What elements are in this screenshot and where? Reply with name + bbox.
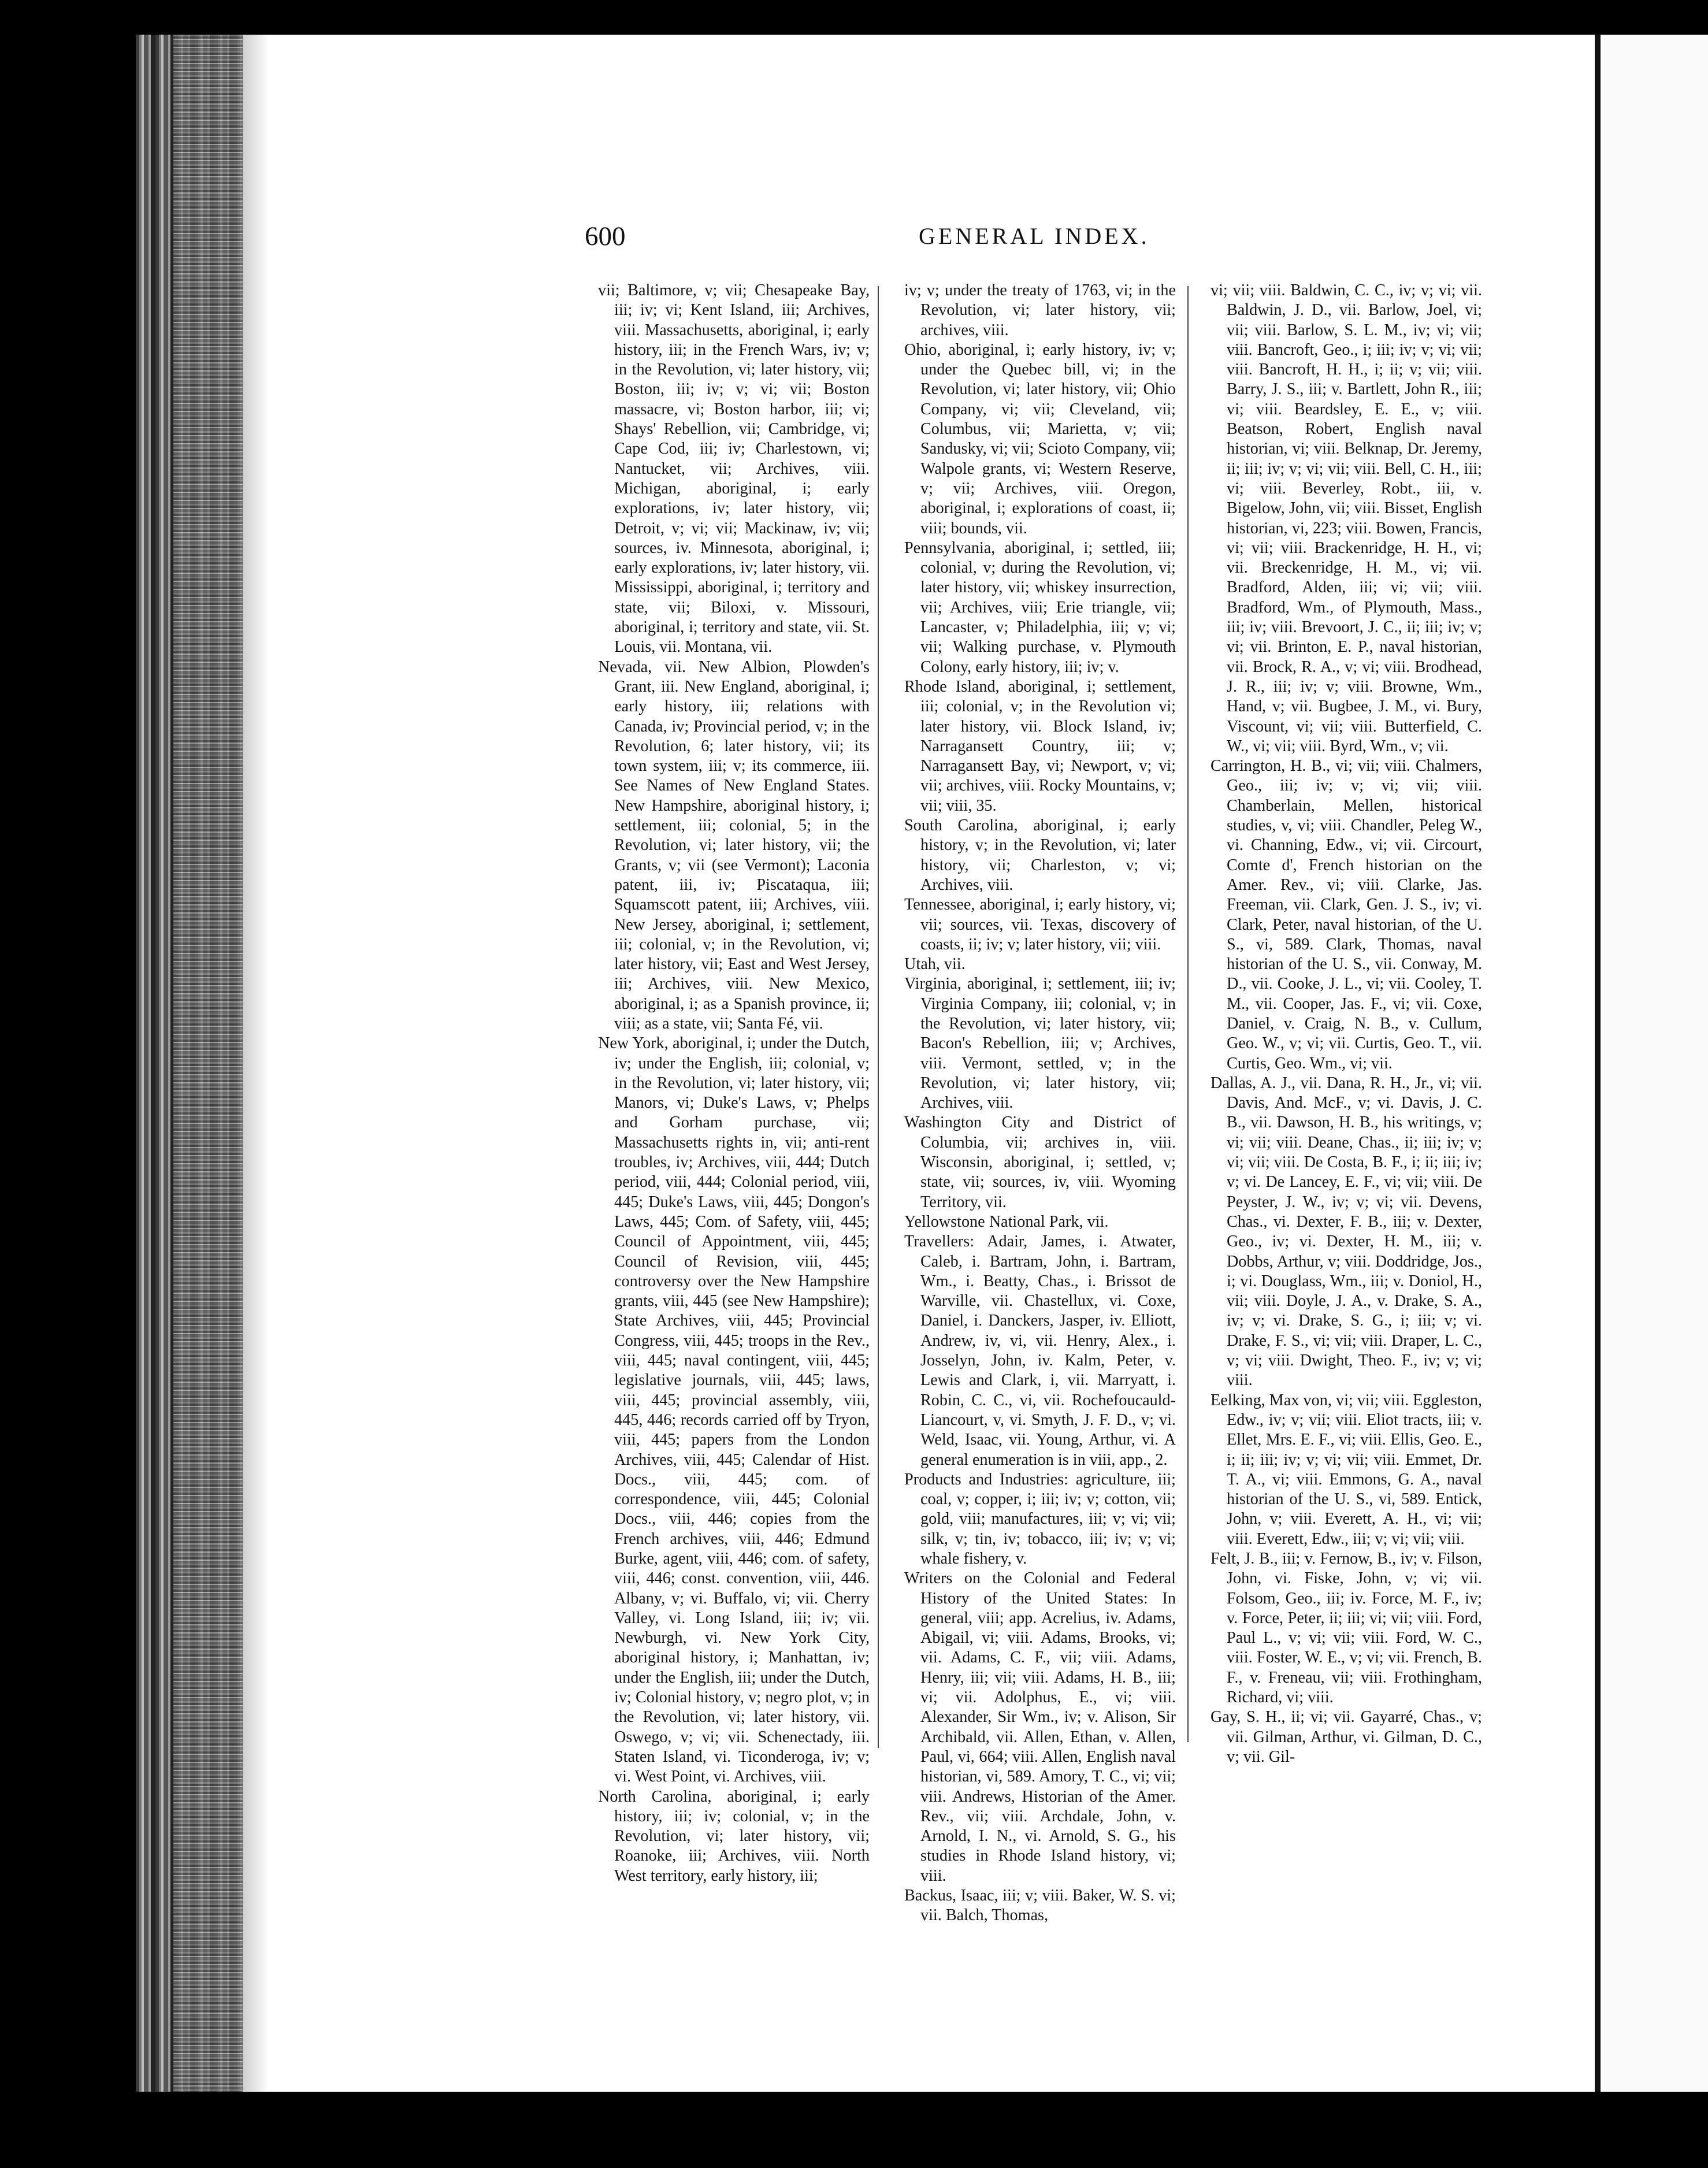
- index-column-1: [598, 281, 870, 1886]
- index-entry: Writers on the Colonial and Federal History of the United States: In general, viii; app. Acrelius, iv. Adams, Abigail, vi; viii. Adams, Brooks, vi; vii. Adams, C. F., vii; viii. Adams, Henry, iii; vii; viii. Adams, H. B., iii; vi; vii. Adolphus, E., vi; viii. Alexander, Sir Wm., iv; v. Alison, Sir Archibald, vii. Allen, Ethan, v. Allen, Paul, vi, 664; viii. Allen, English naval historian, vi, 589. Amory, T. C., vi; vii; viii. Andrews, Historian of the Amer. Rev., vii; viii. Archdale, John, v. Arnold, I. N., vi. Arnold, S. G., his studies in Rhode Island history, vi; viii.: [904, 1569, 1176, 1885]
- index-entry: South Carolina, aboriginal, i; early history, v; in the Revolution, vi; later history, vii; Charleston, v; vi; Archives, viii.: [904, 816, 1176, 894]
- index-entry: Washington City and District of Columbia, vii; archives in, viii. Wisconsin, aboriginal, i; settled, v; state, vii; sources, iv, viii. Wyoming Territory, vii.: [904, 1113, 1176, 1211]
- index-entry: Ohio, aboriginal, i; early history, iv; v; under the Quebec bill, vi; in the Revolution, vi; later history, vii; Ohio Company, vi; vii; Cleveland, vii; Columbus, vii; Marietta, v; vii; Sandusky, vi; vii; Scioto Company, vii; Walpole grants, vi; Western Reserve, v; vii; Archives, viii. Oregon, aboriginal, i; explorations of coast, ii; viii; bounds, vii.: [904, 340, 1176, 537]
- index-entry: Utah, vii.: [904, 955, 966, 974]
- index-entry: vii; Baltimore, v; vii; Chesapeake Bay, iii; iv; vi; Kent Island, iii; Archives, viii. Massachusetts, aboriginal, i; early history, iii; in the French Wars, iv; v; in the Revolution, vi; later history, vii; Boston, iii; iv; v; vi; vii; Boston massacre, vi; Boston harbor, iii; vi; Shays' Rebellion, vii; Cambridge, vi; Cape Cod, iii; iv; Charlestown, vi; Nantucket, vii; Archives, viii. Michigan, aboriginal, i; early explorations, iv; later history, vii; Detroit, v; vi; vii; Mackinaw, iv; vii; sources, iv. Minnesota, aboriginal, i; early explorations, iv; later history, vii. Mississippi, aboriginal, i; territory and state, vii; Biloxi, v. Missouri, aboriginal, i; territory and state, vii. St. Louis, vii. Montana, vii.: [598, 281, 870, 656]
- index-entry: Nevada, vii. New Albion, Plowden's Grant, iii. New England, aboriginal, i; early history, iii; relations with Canada, iv; Provincial period, v; in the Revolution, 6; later history, vii; its town system, iii; v; its commerce, iii. See Names of New England States. New Hampshire, aboriginal history, i; settlement, iii; colonial, 5; in the Revolution, vi; later history, vii; the Grants, v; vii (see Vermont); Laconia patent, iii, iv; Piscataqua, iii; Squamscott patent, iii; Archives, viii. New Jersey, aboriginal, i; settlement, iii; colonial, v; in the Revolution, vi; later history, vii; East and West Jersey, iii; Archives, viii. New Mexico, aboriginal, i; as a Spanish province, ii; viii; as a state, vii; Santa Fé, vii.: [598, 658, 870, 1033]
- column-rule: [878, 286, 879, 1748]
- index-column-3: [1211, 281, 1482, 1767]
- page-number: 600: [585, 221, 626, 251]
- index-entry: Virginia, aboriginal, i; settlement, iii; iv; Virginia Company, iii; colonial, v; in the Revolution, vi; later history, vii; Bacon's Rebellion, iii; v; Archives, viii. Vermont, settled, v; in the Revolution, vi; later history, vii; Archives, viii.: [904, 975, 1176, 1112]
- index-entry: Tennessee, aboriginal, i; early history, vi; vii; sources, vii. Texas, discovery of coasts, ii; iv; v; later history, vii; viii.: [904, 896, 1176, 953]
- index-entry: Backus, Isaac, iii; v; viii. Baker, W. S. vi; vii. Balch, Thomas,: [904, 1887, 1176, 1925]
- facing-page: [1601, 35, 1708, 2092]
- column-rule: [1187, 286, 1189, 1742]
- index-entry: vi; vii; viii. Baldwin, C. C., iv; v; vi; vii. Baldwin, J. D., vii. Barlow, Joel, vi; vii; viii. Barlow, S. L. M., iv; vi; vii; viii. Bancroft, Geo., i; iii; iv; v; vi; vii; viii. Bancroft, H. H., i; ii; v; vii; viii. Barry, J. S., iii; v. Bartlett, John R., iii; vi; viii. Beardsley, E. E., v; viii. Beatson, Robert, English naval historian, vi; viii. Belknap, Dr. Jeremy, ii; iii; iv; v; vi; vii; viii. Bell, C. H., iii; vi; viii. Beverley, Robt., iii, v. Bigelow, John, vii; viii. Bisset, English historian, vi, 223; viii. Bowen, Francis, vi; vii; viii. Brackenridge, H. H., vi; vii. Breckenridge, H. M., vi; vii. Bradford, Alden, iii; vi; vii; viii. Bradford, Wm., of Plymouth, Mass., iii; iv; viii. Brevoort, J. C., ii; iii; iv; v; vi; vii. Brinton, E. P., naval historian, vii. Brock, R. A., v; vi; viii. Brodhead, J. R., iii; iv; v; viii. Browne, Wm., Hand, v; vii. Bugbee, J. M., vi. Bury, Viscount, vi; vii; viii. Butterfield, C. W., vi; vii; viii. Byrd, Wm., v; vii.: [1211, 281, 1482, 755]
- index-entry: Pennsylvania, aboriginal, i; settled, iii; colonial, v; during the Revolution, vi; later history, vii; whiskey insurrection, vii; Archives, viii; Erie triangle, vii; Lancaster, v; Philadelphia, iii; v; vi; vii; Walking purchase, v. Plymouth Colony, early history, iii; iv; v.: [904, 539, 1176, 676]
- running-head: GENERAL INDEX.: [919, 223, 1150, 249]
- index-entry: Products and Industries: agriculture, iii; coal, v; copper, i; iii; iv; v; cotton, vii; gold, viii; manufactures, iii; v; vi; vii; silk, v; tin, iv; tobacco, iii; iv; v; vi; whale fishery, v.: [904, 1470, 1176, 1568]
- index-entry: Dallas, A. J., vii. Dana, R. H., Jr., vi; vii. Davis, And. McF., v; vi. Davis, J. C. B., vii. Dawson, H. B., his writings, v; vi; vii; viii. Deane, Chas., ii; iii; iv; v; vi; vii; viii. De Costa, B. F., i; ii; iii; iv; v; vi. De Lancey, E. F., vi; vii; viii. De Peyster, J. W., iv; v; vi; vii. Devens, Chas., vi. Dexter, F. B., iii; v. Dexter, Geo., iv; vi. Dexter, H. M., iii; v. Dobbs, Arthur, v; viii. Doddridge, Jos., i; vi. Douglass, Wm., iii; v. Doniol, H., vii; viii. Doyle, J. A., v. Drake, S. A., iv; v; vi. Drake, S. G., i; iii; v; vi. Drake, F. S., vi; vii; viii. Draper, L. C., v; vi; viii. Dwight, Theo. F., iv; v; vi; viii.: [1211, 1074, 1482, 1390]
- index-entry: New York, aboriginal, i; under the Dutch, iv; under the English, iii; colonial, v; in the Revolution, vi; later history, vii; Manors, vi; Duke's Laws, v; Phelps and Gorham purchase, vii; Massachusetts rights in, vii; anti-rent troubles, iv; Archives, viii, 444; Dutch period, viii, 444; Colonial period, viii, 445; Duke's Laws, viii, 445; Dongon's Laws, 445; Com. of Safety, viii, 445; Council of Appointment, viii, 445; Council of Revision, viii, 445; controversy over the New Hampshire grants, viii, 445 (see New Hampshire); State Archives, viii, 445; Provincial Congress, viii, 445; troops in the Rev., viii, 445; naval contingent, viii, 445; legislative journals, viii, 445; laws, viii, 445; provincial assembly, viii, 445, 446; records carried off by Tryon, viii, 445; papers from the London Archives, viii, 445; Calendar of Hist. Docs., viii, 445; com. of correspondence, viii, 445; Colonial Docs., viii, 446; copies from the French archives, viii, 446; Edmund Burke, agent, viii, 446; com. of safety, viii, 446; const. convention, viii, 446. Albany, v; vi. Buffalo, vi; vii. Cherry Valley, vi. Long Island, iii; iv; vii. Newburgh, vi. New York City, aboriginal history, i; Manhattan, iv; under the English, iii; under the Dutch, iv; Colonial history, v; negro plot, v; in the Revolution, vi; later history, vii. Oswego, v; vi; vii. Schenectady, iii. Staten Island, vi. Ticonderoga, iv; v; vi. West Point, vi. Archives, viii.: [598, 1034, 870, 1786]
- index-entry: Yellowstone National Park, vii.: [904, 1212, 1109, 1231]
- index-entry: Gay, S. H., ii; vi; vii. Gayarré, Chas., v; vii. Gilman, Arthur, vi. Gilman, D. C., v; vii. Gil-: [1211, 1708, 1482, 1766]
- index-entry: Carrington, H. B., vi; vii; viii. Chalmers, Geo., iii; iv; v; vi; vii; viii. Chamberlain, Mellen, historical studies, v, vi; viii. Chandler, Peleg W., vi. Channing, Edw., vi; vii. Circourt, Comte d', French historian on the Amer. Rev., vi; viii. Clarke, Jas. Freeman, vii. Clark, Gen. J. S., iv; vi. Clark, Peter, naval historian, of the U. S., vi, 589. Clark, Thomas, naval historian of the U. S., vii. Conway, M. D., vii. Cooke, J. L., vi; vii. Cooley, T. M., vii. Cooper, Jas. F., vi; vii. Coxe, Daniel, v. Craig, N. B., v. Cullum, Geo. W., v; vi; vii. Curtis, Geo. T., vii. Curtis, Geo. Wm., vi; vii.: [1211, 757, 1482, 1072]
- index-entry: iv; v; under the treaty of 1763, vi; in the Revolution, vi; later history, vii; archives, viii.: [904, 281, 1176, 339]
- index-entry: North Carolina, aboriginal, i; early history, iii; iv; colonial, v; in the Revolution, vi; later history, vii; Roanoke, iii; Archives, viii. North West territory, early history, iii;: [598, 1787, 870, 1885]
- index-entry: Felt, J. B., iii; v. Fernow, B., iv; v. Filson, John, vi. Fiske, John, v; vi; vii. Folsom, Geo., iii; iv. Force, M. F., iv; v. Force, Peter, ii; iii; vi; vii; viii. Ford, Paul L., v; vi; vii; viii. Ford, W. C., viii. Foster, W. E., v; vi; vii. French, B. F., v. Freneau, vii; viii. Frothingham, Richard, vi; viii.: [1211, 1550, 1482, 1707]
- gutter-shadow: [243, 35, 269, 2092]
- page-gap: [1595, 35, 1601, 2092]
- index-entry: Travellers: Adair, James, i. Atwater, Caleb, i. Bartram, John, i. Bartram, Wm., i. Beatty, Chas., i. Brissot de Warville, vii. Chastellux, vi. Coxe, Daniel, i. Danckers, Jasper, iv. Elliott, Andrew, iv, vi, vii. Henry, Alex., i. Josselyn, John, iv. Kalm, Peter, v. Lewis and Clark, i, vii. Marryatt, i. Robin, C. C., vi, vii. Rochefoucauld-Liancourt, v, vi. Smyth, J. F. D., v; vi. Weld, Isaac, vii. Young, Arthur, vi. A general enumeration is in viii, app., 2.: [904, 1233, 1176, 1469]
- page-edges: [173, 35, 254, 2092]
- index-entry: Rhode Island, aboriginal, i; settlement, iii; colonial, v; in the Revolution vi; later history, vii. Block Island, iv; Narragansett Country, iii; v; Narragansett Bay, vi; Newport, v; vi; vii; archives, viii. Rocky Mountains, v; vii; viii, 35.: [904, 677, 1176, 815]
- index-column-2: [904, 281, 1176, 1926]
- index-entry: Eelking, Max von, vi; vii; viii. Eggleston, Edw., iv; v; vii; viii. Eliot tracts, iii; v. Ellet, Mrs. E. F., vi; viii. Ellis, Geo. E., i; ii; iii; iv; v; vi; vii; viii. Emmet, Dr. T. A., vi; viii. Emmons, G. A., naval historian of the U. S., vi, 589. Entick, John, v; viii. Everett, A. H., vi; vii; viii. Everett, Edw., iii; v; vi; vii; viii.: [1211, 1391, 1482, 1548]
